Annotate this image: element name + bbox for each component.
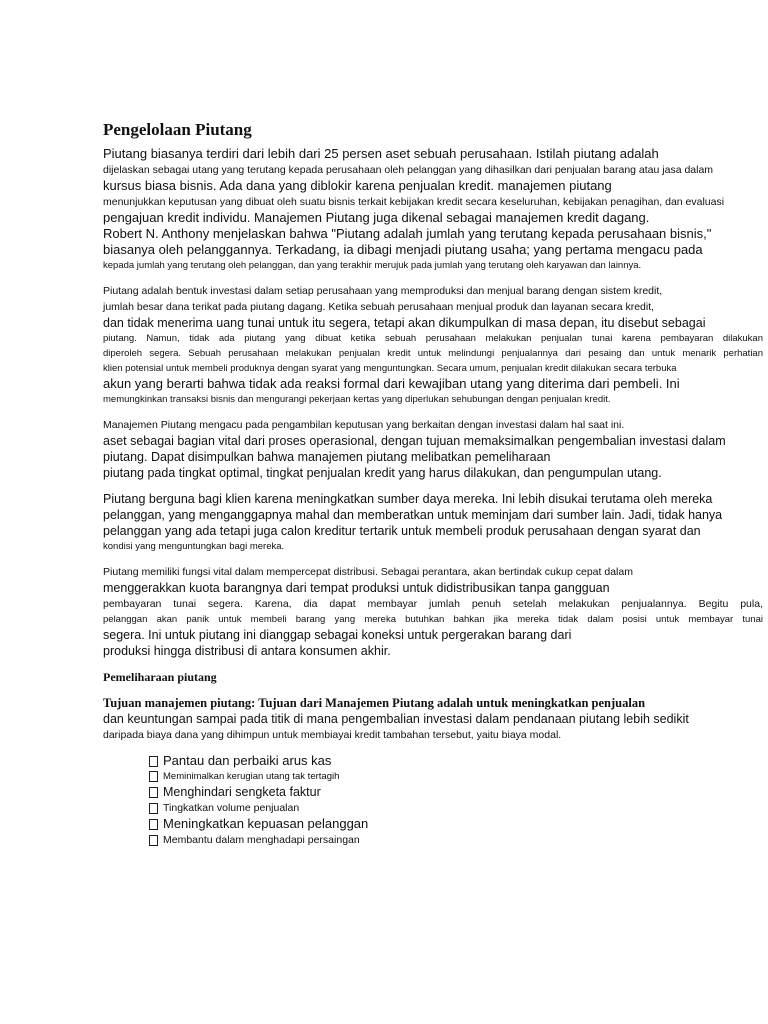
list-item bbox=[149, 769, 763, 784]
text-line: Piutang adalah bentuk investasi dalam setiap perusahaan yang memproduksi dan menjual barang dengan sistem kredit, bbox=[103, 285, 663, 297]
page-title: Pengelolaan Piutang bbox=[103, 120, 252, 139]
text-line: menggerakkan kuota barangnya dari tempat produksi untuk didistribusikan tanpa gangguan bbox=[103, 581, 610, 595]
checkbox-bullet-icon bbox=[149, 756, 158, 767]
text-line: produksi hingga distribusi di antara konsumen akhir. bbox=[103, 644, 391, 658]
paragraph-4 bbox=[103, 491, 763, 554]
text-line: piutang pada tingkat optimal, tingkat penjualan kredit yang harus dilakukan, dan pengumpulan utang. bbox=[103, 466, 662, 480]
bullet-list bbox=[103, 753, 763, 848]
text-line: Piutang memiliki fungsi vital dalam mempercepat distribusi. Sebagai perantara, akan bertindak cukup cepat dalam bbox=[103, 566, 633, 578]
section-subheading: Pemeliharaan piutang bbox=[103, 670, 217, 684]
list-item-label: Meminimalkan kerugian utang tak tertagih bbox=[163, 771, 340, 782]
text-line: daripada biaya dana yang dihimpun untuk membiayai kredit tambahan tersebut, yaitu biaya modal. bbox=[103, 729, 562, 741]
text-line: dan keuntungan sampai pada titik di mana pengembalian investasi dalam pendanaan piutang lebih sedikit bbox=[103, 712, 689, 726]
list-item bbox=[149, 784, 763, 800]
text-line: Piutang berguna bagi klien karena meningkatkan sumber daya mereka. Ini lebih disukai terutama oleh mereka bbox=[103, 492, 713, 506]
text-line: biasanya oleh pelanggannya. Terkadang, ia dibagi menjadi piutang usaha; yang pertama mengacu pada bbox=[103, 242, 703, 257]
list-item bbox=[149, 832, 763, 848]
list-item-label: Meningkatkan kepuasan pelanggan bbox=[163, 816, 369, 831]
paragraph-5 bbox=[103, 564, 763, 659]
text-line: kursus biasa bisnis. Ada dana yang diblokir karena penjualan kredit. manajemen piutang bbox=[103, 178, 612, 193]
paragraph-6 bbox=[103, 695, 763, 743]
checkbox-bullet-icon bbox=[149, 835, 158, 846]
list-item bbox=[149, 800, 763, 816]
list-item-label: Pantau dan perbaiki arus kas bbox=[163, 753, 332, 768]
text-line: pelanggan akan panik untuk membeli barang yang mereka butuhkan bahkan jika mereka tidak dalam posisi untuk membayar tunai bbox=[103, 614, 763, 625]
text-line: Manajemen Piutang mengacu pada pengambilan keputusan yang berkaitan dengan investasi dalam hal saat ini. bbox=[103, 419, 625, 431]
text-line: Piutang biasanya terdiri dari lebih dari 25 persen aset sebuah perusahaan. Istilah piutang adalah bbox=[103, 146, 659, 161]
text-line: pelanggan yang ada tetapi juga calon kreditur tertarik untuk membeli produk perusahaan dengan syarat dan bbox=[103, 524, 701, 538]
list-item-label: Tingkatkan volume penjualan bbox=[163, 802, 300, 814]
text-line: pelanggan, yang menganggapnya mahal dan memberatkan untuk meminjam dari sumber lain. Jadi, tidak hanya bbox=[103, 508, 723, 522]
list-item bbox=[149, 753, 763, 769]
text-line: memungkinkan transaksi bisnis dan mengurangi pekerjaan kertas yang diperlukan sehubungan dengan penjualan kredit. bbox=[103, 394, 611, 405]
paragraph-2 bbox=[103, 283, 763, 407]
checkbox-bullet-icon bbox=[149, 787, 158, 798]
text-line: diperoleh segera. Sebuah perusahaan melakukan penjualan kredit untuk melindungi penjualannya dari pesaing dan untuk menarik perhatian bbox=[103, 348, 763, 359]
text-line: dijelaskan sebagai utang yang terutang kepada perusahaan oleh pelanggan yang dihasilkan dari penjualan barang atau jasa dalam bbox=[103, 164, 714, 176]
text-line: kondisi yang menguntungkan bagi mereka. bbox=[103, 541, 285, 552]
checkbox-bullet-icon bbox=[149, 771, 158, 782]
text-line: piutang. Dapat disimpulkan bahwa manajemen piutang melibatkan pemeliharaan bbox=[103, 450, 551, 464]
text-line: akun yang berarti bahwa tidak ada reaksi formal dari kewajiban utang yang diterima dari pembeli. Ini bbox=[103, 376, 680, 391]
text-line: Robert N. Anthony menjelaskan bahwa "Piutang adalah jumlah yang terutang kepada perusahaan bisnis," bbox=[103, 226, 712, 241]
document-page bbox=[103, 120, 763, 848]
text-line: segera. Ini untuk piutang ini dianggap sebagai koneksi untuk pergerakan barang dari bbox=[103, 628, 572, 642]
checkbox-bullet-icon bbox=[149, 803, 158, 814]
text-line: Tujuan manajemen piutang: Tujuan dari Manajemen Piutang adalah untuk meningkatkan penjualan bbox=[103, 696, 646, 710]
text-line: kepada jumlah yang terutang oleh pelanggan, dan yang terakhir merujuk pada jumlah yang terutang oleh karyawan dan lainnya. bbox=[103, 260, 642, 271]
text-line: aset sebagai bagian vital dari proses operasional, dengan tujuan memaksimalkan pengembalian investasi dalam bbox=[103, 434, 726, 448]
text-line: piutang. Namun, tidak ada piutang yang dibuat ketika sebuah perusahaan melakukan penjualan tunai karena pembayaran dilakukan bbox=[103, 333, 763, 344]
checkbox-bullet-icon bbox=[149, 819, 158, 830]
list-item-label: Menghindari sengketa faktur bbox=[163, 785, 321, 799]
list-item-label: Membantu dalam menghadapi persaingan bbox=[163, 834, 360, 846]
text-line: pengajuan kredit individu. Manajemen Piutang juga dikenal sebagai manajemen kredit dagang. bbox=[103, 210, 650, 225]
text-line: pembayaran tunai segera. Karena, dia dapat membayar jumlah penuh setelah melakukan penjualannya. Begitu pula, bbox=[103, 598, 763, 610]
text-line: dan tidak menerima uang tunai untuk itu segera, tetapi akan dikumpulkan di masa depan, itu disebut sebagai bbox=[103, 316, 706, 330]
paragraph-3 bbox=[103, 417, 763, 481]
text-line: jumlah besar dana terikat pada piutang dagang. Ketika sebuah perusahaan menjual produk dan layanan secara kredit, bbox=[103, 301, 655, 313]
text-line: klien potensial untuk membeli produknya dengan syarat yang menguntungkan. Secara umum, penjualan kredit dilakukan secara terbuka bbox=[103, 363, 677, 374]
paragraph-1 bbox=[103, 146, 763, 273]
text-line: menunjukkan keputusan yang dibuat oleh suatu bisnis terkait kebijakan kredit secara keseluruhan, kebijakan penagihan, dan evaluasi bbox=[103, 196, 725, 208]
list-item bbox=[149, 816, 763, 832]
